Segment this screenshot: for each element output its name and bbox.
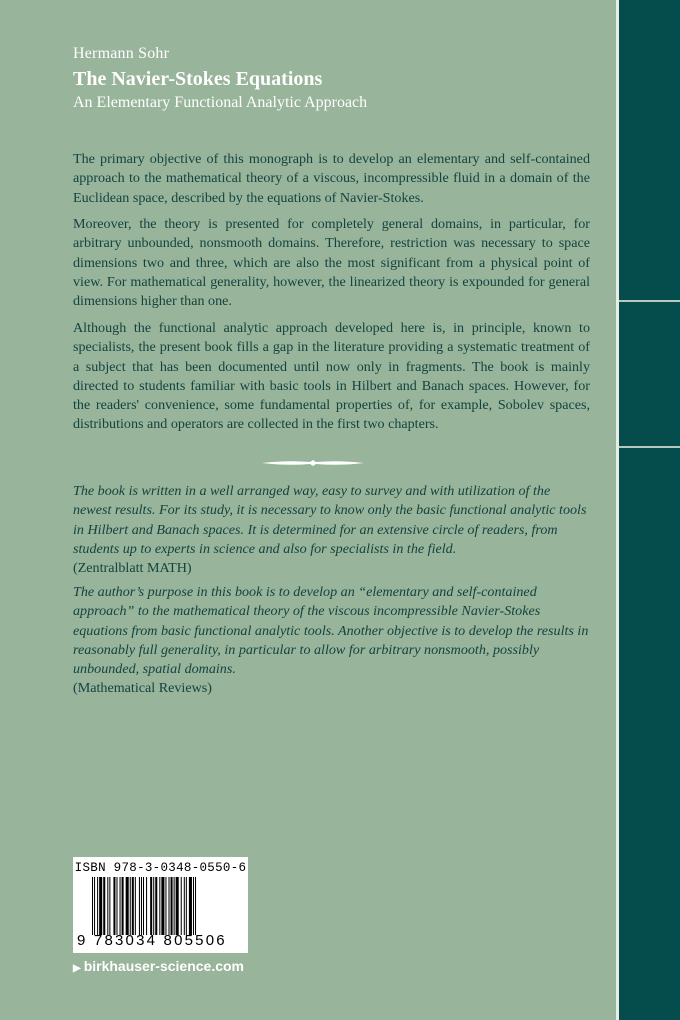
barcode-bar xyxy=(195,877,196,935)
barcode-bar xyxy=(107,877,108,935)
barcode-bar xyxy=(161,877,164,935)
publisher-url: birkhauser-science.com xyxy=(83,958,244,974)
barcode-bars xyxy=(92,877,232,935)
barcode-bar xyxy=(174,877,175,935)
barcode-bar xyxy=(171,877,173,935)
barcode-bar xyxy=(99,877,102,935)
blurb-paragraph-2: Moreover, the theory is presented for completely general domains, in particular, for arbitrary unbounded, nonsmooth domains. Therefore, restriction was necessary to space dimensions two and three, which are also the most significant from a physical point of view. For mathematical generality, however, the linearized theory is expounded for general dimensions higher than one. xyxy=(73,216,590,310)
review-quote: The book is written in a well arranged way, easy to survey and with utilization of the newest results. For its study, it is necessary to know only the basic functional analytic tools in Hilbert and Banach spaces. It is determined for an extensive circle of readers, from students up to experts in science and also for specialists in the field. xyxy=(73,483,587,557)
review-quote: The author’s purpose in this book is to develop an “elementary and self-contained approach” to the mathematical theory of the viscous incompressible Navier-Stokes equations from basic functional analytic tools. Another objective is to develop the results in reasonably full generality, in particular to allow for arbitrary nonsmooth, possibly unbounded, spatial domains. xyxy=(73,584,589,678)
barcode-bar xyxy=(150,877,152,935)
barcode-bar xyxy=(120,877,121,935)
barcode-bar xyxy=(92,877,93,935)
barcode-bar xyxy=(97,877,98,935)
barcode-bar xyxy=(94,877,95,935)
barcode-bar xyxy=(155,877,157,935)
publisher-link[interactable] xyxy=(73,958,244,974)
isbn-label: ISBN 978-3-0348-0550-6 xyxy=(74,861,247,875)
barcode-bar xyxy=(103,877,105,935)
barcode-bar xyxy=(139,877,140,935)
barcode-bar xyxy=(184,877,185,935)
barcode-bar xyxy=(113,877,115,935)
barcode-bar xyxy=(165,877,166,935)
barcode-digits: 9 783034 805506 xyxy=(77,932,227,949)
review-source: (Zentralblatt MATH) xyxy=(73,560,192,577)
barcode-bar xyxy=(146,877,147,935)
barcode-bar xyxy=(159,877,160,935)
barcode-bar xyxy=(141,877,142,935)
blurb-paragraph-3: Although the functional analytic approach developed here is, in principle, known to specialists, the present book fills a gap in the literature providing a systematic treatment of a subject that has been documented until now only in fragments. The book is mainly directed to students familiar with basic tools in Hilbert and Banach spaces. However, for the readers' convenience, some fundamental properties of, for example, Sobolev spaces, distributions and operators are collected in the first two chapters. xyxy=(73,320,590,433)
book-subtitle: An Elementary Functional Analytic Approach xyxy=(73,94,368,111)
author-name: Hermann Sohr xyxy=(73,45,170,62)
barcode-bar xyxy=(153,877,154,935)
spine-divider xyxy=(619,446,680,448)
review-source: (Mathematical Reviews) xyxy=(73,680,212,697)
review-2 xyxy=(73,583,590,699)
barcode-bar xyxy=(116,877,117,935)
barcode-bar xyxy=(126,877,129,935)
isbn-barcode xyxy=(73,857,248,953)
spine-divider xyxy=(619,300,680,302)
barcode-bar xyxy=(130,877,131,935)
ornament-divider-icon xyxy=(262,457,364,469)
barcode-bar xyxy=(186,877,187,935)
review-1 xyxy=(73,482,590,578)
barcode-bar xyxy=(189,877,192,935)
barcode-bar xyxy=(193,877,194,935)
barcode-bar xyxy=(176,877,179,935)
blurb-paragraph-1: The primary objective of this monograph is to develop an elementary and self-contained approach to the mathematical theory of a viscous, incompressible fluid in a domain of the Euclidean space, described by the equations of Navier-Stokes. xyxy=(73,151,590,206)
barcode-bar xyxy=(169,877,170,935)
barcode-bar xyxy=(132,877,134,935)
book-title: The Navier-Stokes Equations xyxy=(73,68,323,90)
barcode-bar xyxy=(181,877,182,935)
barcode-bar xyxy=(135,877,136,935)
spine xyxy=(619,0,680,1020)
triangle-right-icon: ▶ xyxy=(73,963,81,974)
barcode-bar xyxy=(122,877,124,935)
barcode-bar xyxy=(143,877,144,935)
barcode-bar xyxy=(109,877,110,935)
